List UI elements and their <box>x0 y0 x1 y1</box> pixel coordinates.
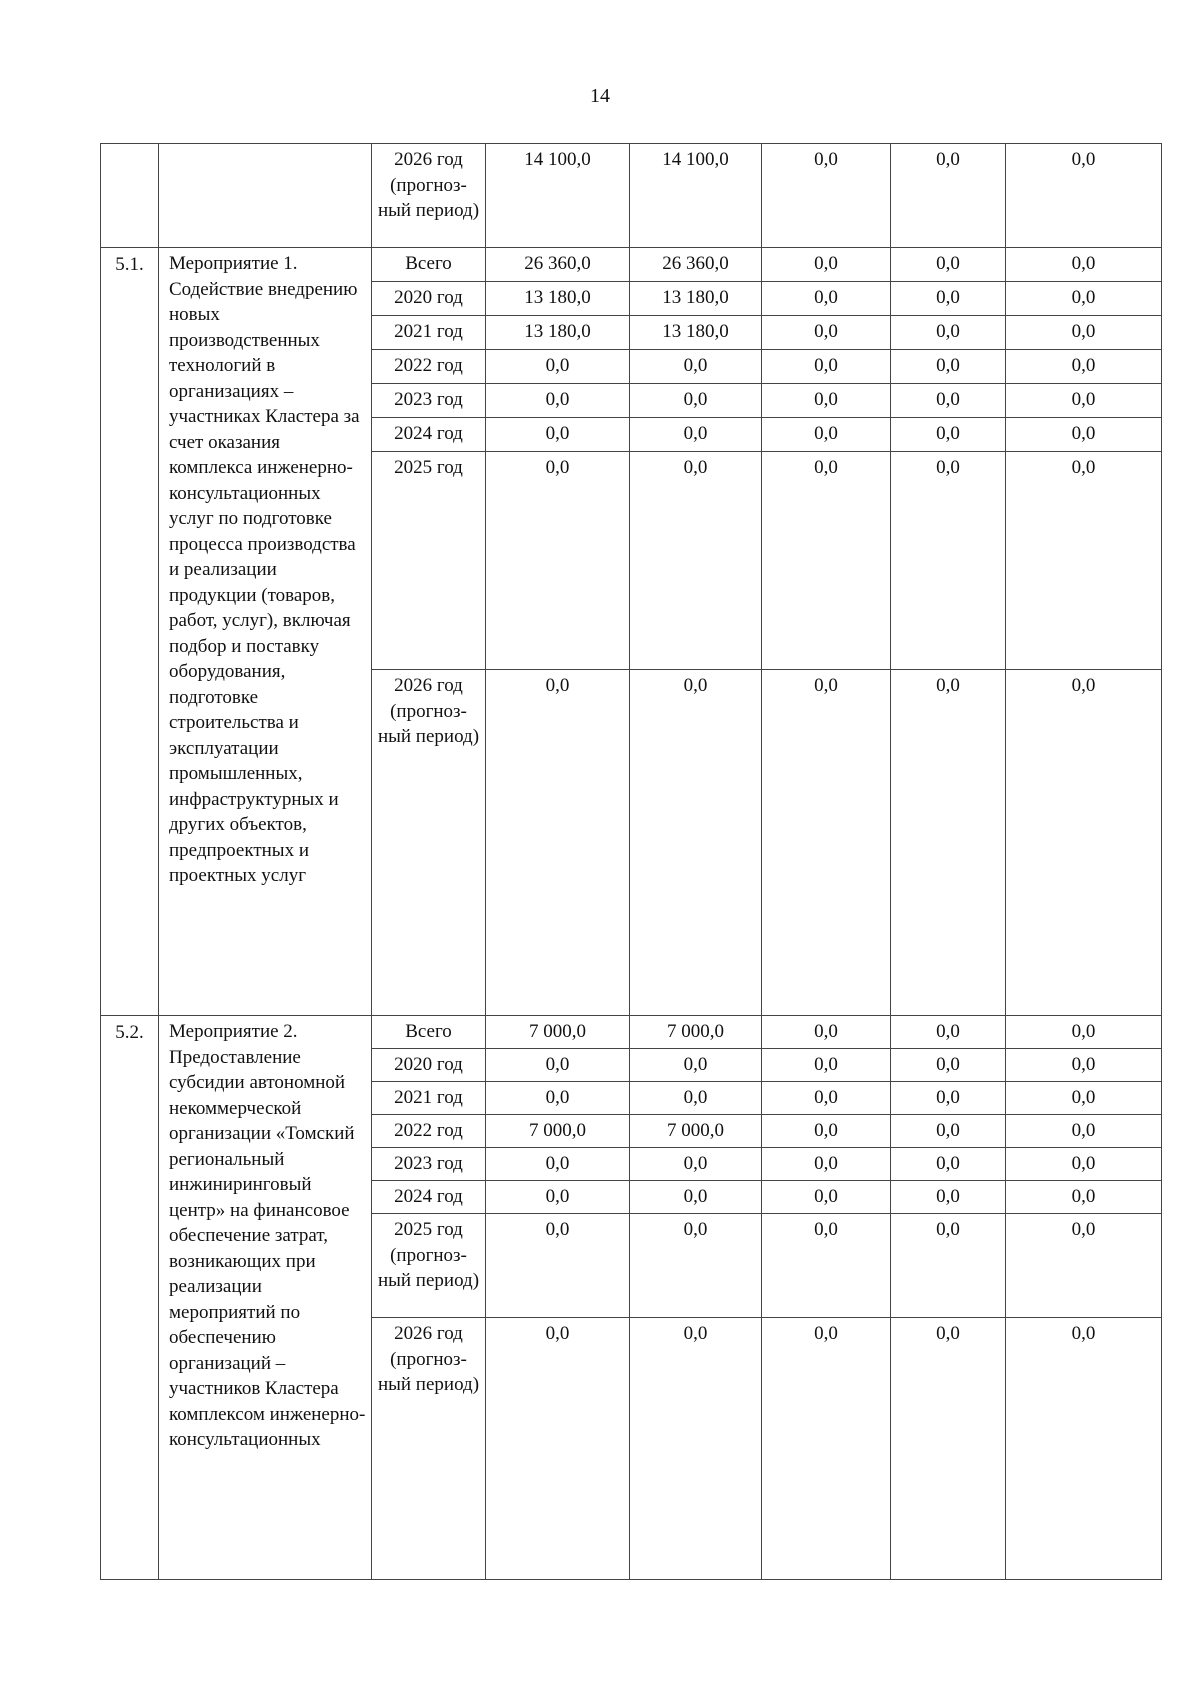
value-cell: 0,0 <box>486 670 630 1016</box>
value-cell: 0,0 <box>486 1082 630 1115</box>
value-cell: 14 100,0 <box>486 144 630 248</box>
value-cell: 0,0 <box>1006 1148 1162 1181</box>
period-cell: 2022 год <box>372 350 486 384</box>
measure-description: Мероприятие 2. Предоставление субсидии автономной некоммерческой организации «Томский региональный инжиниринговый центр» на финансовое обеспечение затрат, возникающих при реализации мероприятий по обеспечению организаций – участников Кластера комплексом инженерно-консультационных <box>159 1016 372 1580</box>
value-cell: 0,0 <box>762 452 891 670</box>
value-cell: 0,0 <box>630 1318 762 1580</box>
period-cell: 2023 год <box>372 384 486 418</box>
value-cell: 0,0 <box>630 1214 762 1318</box>
value-cell: 0,0 <box>891 1115 1006 1148</box>
period-cell: 2024 год <box>372 418 486 452</box>
value-cell: 0,0 <box>486 1049 630 1082</box>
value-cell: 0,0 <box>1006 1181 1162 1214</box>
table-row <box>101 144 1162 248</box>
value-cell: 0,0 <box>1006 316 1162 350</box>
period-cell: 2023 год <box>372 1148 486 1181</box>
value-cell: 0,0 <box>762 1115 891 1148</box>
value-cell: 0,0 <box>630 670 762 1016</box>
value-cell: 13 180,0 <box>630 316 762 350</box>
measure-number: 5.2. <box>101 1016 159 1580</box>
value-cell: 0,0 <box>630 452 762 670</box>
value-cell: 0,0 <box>762 1148 891 1181</box>
value-cell: 0,0 <box>1006 1016 1162 1049</box>
value-cell: 0,0 <box>762 1214 891 1318</box>
value-cell: 0,0 <box>630 1148 762 1181</box>
value-cell: 0,0 <box>762 350 891 384</box>
value-cell: 0,0 <box>891 1016 1006 1049</box>
period-cell: 2022 год <box>372 1115 486 1148</box>
value-cell: 0,0 <box>486 452 630 670</box>
value-cell: 26 360,0 <box>486 248 630 282</box>
value-cell: 14 100,0 <box>630 144 762 248</box>
value-cell: 0,0 <box>891 670 1006 1016</box>
value-cell: 0,0 <box>762 418 891 452</box>
measure-number: 5.1. <box>101 248 159 1016</box>
value-cell: 0,0 <box>630 384 762 418</box>
value-cell: 0,0 <box>1006 1214 1162 1318</box>
value-cell: 0,0 <box>1006 248 1162 282</box>
value-cell: 0,0 <box>630 1049 762 1082</box>
value-cell: 0,0 <box>762 1318 891 1580</box>
value-cell: 0,0 <box>486 1318 630 1580</box>
funding-table <box>100 143 1162 1580</box>
value-cell: 0,0 <box>1006 452 1162 670</box>
value-cell: 0,0 <box>891 384 1006 418</box>
value-cell: 0,0 <box>1006 384 1162 418</box>
value-cell: 0,0 <box>630 1181 762 1214</box>
value-cell: 0,0 <box>486 1214 630 1318</box>
value-cell: 7 000,0 <box>630 1115 762 1148</box>
value-cell: 0,0 <box>891 1318 1006 1580</box>
period-cell: Всего <box>372 1016 486 1049</box>
page-number: 14 <box>590 85 610 107</box>
period-cell: 2024 год <box>372 1181 486 1214</box>
period-cell: 2020 год <box>372 1049 486 1082</box>
value-cell: 7 000,0 <box>486 1115 630 1148</box>
period-cell: 2021 год <box>372 316 486 350</box>
value-cell: 0,0 <box>762 316 891 350</box>
value-cell: 0,0 <box>762 144 891 248</box>
value-cell: 0,0 <box>486 1181 630 1214</box>
measure-description: Мероприятие 1. Содействие внедрению новых производственных технологий в организациях – участниках Кластера за счет оказания комплекса инженерно-консультационных услуг по подготовке процесса производства и реализации продукции (товаров, работ, услуг), включая подбор и поставку оборудования, подготовке строительства и эксплуатации промышленных, инфраструктурных и других объектов, предпроектных и проектных услуг <box>159 248 372 1016</box>
value-cell: 0,0 <box>1006 1082 1162 1115</box>
period-cell: 2026 год (прогноз-ный период) <box>372 670 486 1016</box>
value-cell: 0,0 <box>891 1148 1006 1181</box>
value-cell: 7 000,0 <box>486 1016 630 1049</box>
value-cell: 0,0 <box>762 384 891 418</box>
value-cell: 0,0 <box>762 1016 891 1049</box>
value-cell: 13 180,0 <box>630 282 762 316</box>
value-cell: 0,0 <box>486 384 630 418</box>
description-cell <box>159 144 372 248</box>
value-cell: 13 180,0 <box>486 282 630 316</box>
period-cell: Всего <box>372 248 486 282</box>
period-cell: 2025 год (прогноз-ный период) <box>372 1214 486 1318</box>
value-cell: 0,0 <box>762 1181 891 1214</box>
value-cell: 0,0 <box>891 1049 1006 1082</box>
value-cell: 0,0 <box>486 418 630 452</box>
value-cell: 0,0 <box>891 144 1006 248</box>
value-cell: 0,0 <box>630 418 762 452</box>
value-cell: 26 360,0 <box>630 248 762 282</box>
number-cell <box>101 144 159 248</box>
period-cell: 2026 год (прогноз-ный период) <box>372 144 486 248</box>
value-cell: 0,0 <box>891 350 1006 384</box>
value-cell: 0,0 <box>1006 144 1162 248</box>
value-cell: 0,0 <box>1006 418 1162 452</box>
value-cell: 0,0 <box>891 1082 1006 1115</box>
value-cell: 0,0 <box>891 1214 1006 1318</box>
value-cell: 0,0 <box>1006 1115 1162 1148</box>
value-cell: 0,0 <box>1006 282 1162 316</box>
period-cell: 2026 год (прогноз-ный период) <box>372 1318 486 1580</box>
value-cell: 0,0 <box>762 248 891 282</box>
table-row <box>101 248 1162 282</box>
value-cell: 0,0 <box>891 316 1006 350</box>
value-cell: 0,0 <box>891 452 1006 670</box>
value-cell: 0,0 <box>486 350 630 384</box>
table-row <box>101 1016 1162 1049</box>
period-cell: 2021 год <box>372 1082 486 1115</box>
value-cell: 0,0 <box>762 282 891 316</box>
value-cell: 0,0 <box>891 418 1006 452</box>
period-cell: 2020 год <box>372 282 486 316</box>
value-cell: 0,0 <box>1006 670 1162 1016</box>
value-cell: 0,0 <box>762 1082 891 1115</box>
value-cell: 0,0 <box>891 248 1006 282</box>
value-cell: 0,0 <box>891 1181 1006 1214</box>
value-cell: 0,0 <box>762 1049 891 1082</box>
value-cell: 7 000,0 <box>630 1016 762 1049</box>
value-cell: 13 180,0 <box>486 316 630 350</box>
value-cell: 0,0 <box>630 350 762 384</box>
value-cell: 0,0 <box>1006 1049 1162 1082</box>
value-cell: 0,0 <box>630 1082 762 1115</box>
value-cell: 0,0 <box>1006 1318 1162 1580</box>
value-cell: 0,0 <box>762 670 891 1016</box>
value-cell: 0,0 <box>1006 350 1162 384</box>
value-cell: 0,0 <box>891 282 1006 316</box>
value-cell: 0,0 <box>486 1148 630 1181</box>
period-cell: 2025 год <box>372 452 486 670</box>
